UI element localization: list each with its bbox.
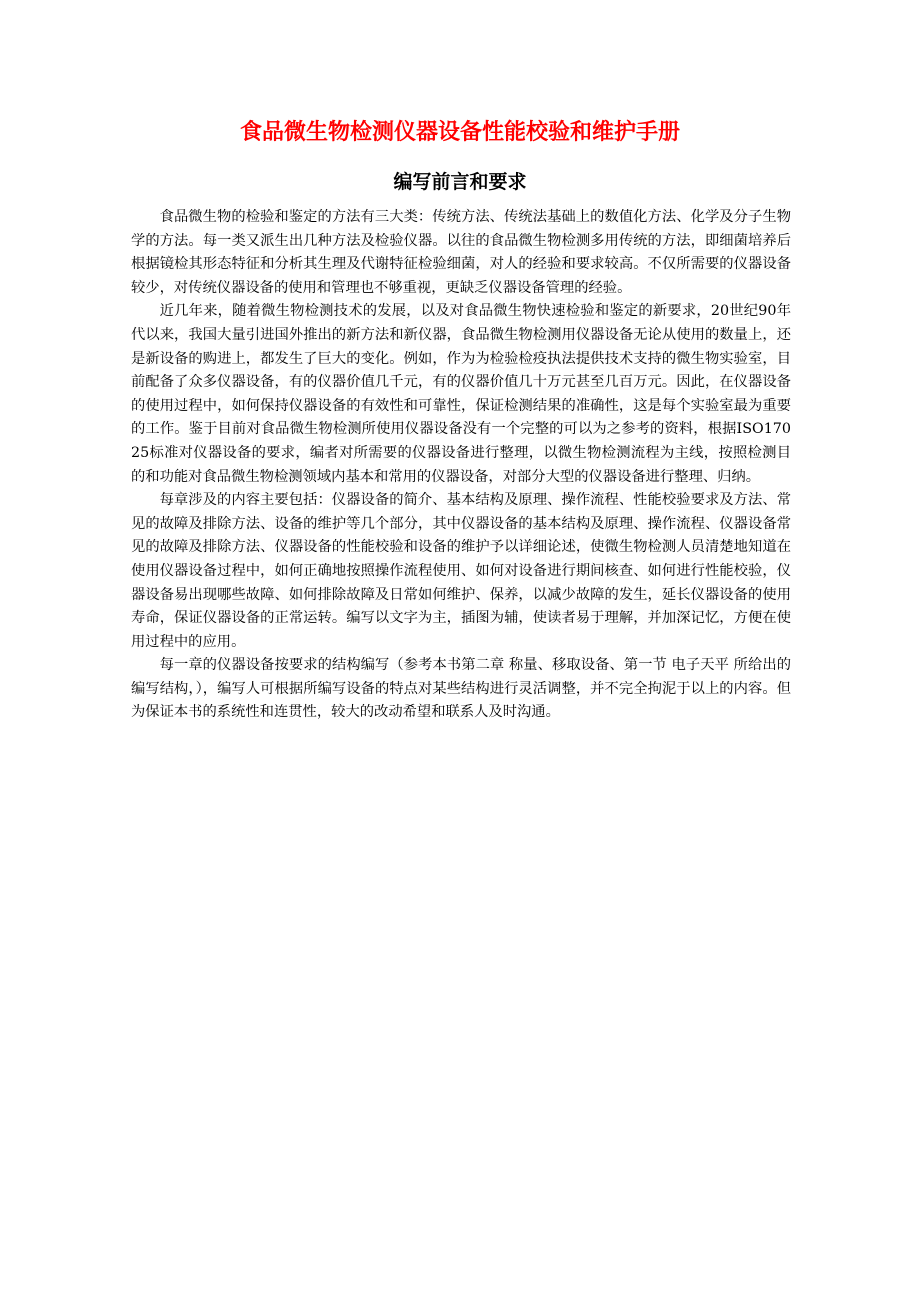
document-title: 食品微生物检测仪器设备性能校验和维护手册 xyxy=(239,120,680,145)
body-text xyxy=(131,206,791,725)
paragraph-1: 食品微生物的检验和鉴定的方法有三大类：传统方法、传统法基础上的数值化方法、化学及分子生物学的方法。每一类又派生出几种方法及检验仪器。以往的食品微生物检测多用传统的方法，即细菌培养后根据镜检其形态特征和分析其生理及代谢特征检验细菌，对人的经验和要求较高。不仅所需要的仪器设备较少，对传统仪器设备的使用和管理也不够重视，更缺乏仪器设备管理的经验。 xyxy=(131,209,791,296)
paragraph-2: 近几年来，随着微生物检测技术的发展，以及对食品微生物快速检验和鉴定的新要求，20世纪90年代以来，我国大量引进国外推出的新方法和新仪器，食品微生物检测用仪器设备无论从使用的数量上，还是新设备的购进上，都发生了巨大的变化。例如，作为为检验检疫执法提供技术支持的微生物实验室，目前配备了众多仪器设备，有的仪器价值几千元，有的仪器价值几十万元甚至几百万元。因此，在仪器设备的使用过程中，如何保持仪器设备的有效性和可靠性，保证检测结果的准确性，这是每个实验室最为重要的工作。鉴于目前对食品微生物检测所使用仪器设备没有一个完整的可以为之参考的资料，根据ISO17025标准对仪器设备的要求，编者对所需要的仪器设备进行整理，以微生物检测流程为主线，按照检测目的和功能对食品微生物检测领域内基本和常用的仪器设备，对部分大型的仪器设备进行整理、归纳。 xyxy=(131,303,791,485)
section-heading: 编写前言和要求 xyxy=(393,171,527,193)
paragraph-4: 每一章的仪器设备按要求的结构编写（参考本书第二章 称量、移取设备、第一节 电子天平 所给出的编写结构，），编写人可根据所编写设备的特点对某些结构进行灵活调整，并不完全拘泥于以上的内容。但为保证本书的系统性和连贯性，较大的改动希望和联系人及时沟通。 xyxy=(131,657,791,721)
paragraph-3: 每章涉及的内容主要包括：仪器设备的简介、基本结构及原理、操作流程、性能校验要求及方法、常见的故障及排除方法、设备的维护等几个部分，其中仪器设备的基本结构及原理、操作流程、仪器设备常见的故障及排除方法、仪器设备的性能校验和设备的维护予以详细论述，使微生物检测人员清楚地知道在使用仪器设备过程中，如何正确地按照操作流程使用、如何对设备进行期间核查、如何进行性能校验，仪器设备易出现哪些故障、如何排除故障及日常如何维护、保养，以减少故障的发生，延长仪器设备的使用寿命，保证仪器设备的正常运转。编写以文字为主，插图为辅，使读者易于理解，并加深记忆，方便在使用过程中的应用。 xyxy=(131,492,791,650)
